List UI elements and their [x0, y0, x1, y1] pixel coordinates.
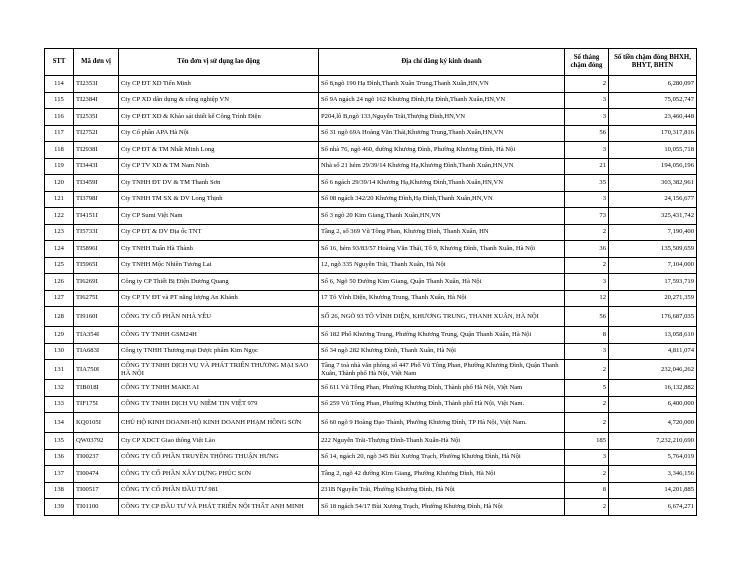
table-row	[45, 76, 697, 93]
cell-name: Cty CP TV ĐT và PT năng lượng An Khánh	[119, 290, 319, 307]
cell-name: Cty CP ĐT & TM Nhất Minh Long	[119, 142, 319, 159]
table-row	[45, 241, 697, 258]
cell-name: Cty CP ĐT XD Tiến Minh	[119, 76, 319, 93]
cell-name: Cty CP ĐT XD & Khảo sát thiết kế Công Trình Điện	[119, 109, 319, 126]
cell-stt: 120	[45, 175, 74, 192]
cell-stt: 119	[45, 158, 74, 175]
cell-address: Số 16, hẻm 93/83/57 Hoàng Văn Thái, Tổ 9, Khương Đình, Thanh Xuân, Hà Nội	[319, 241, 565, 258]
cell-code: TI00517	[74, 482, 119, 499]
cell-months: 3	[565, 449, 609, 466]
debt-table	[44, 48, 697, 516]
table-row	[45, 92, 697, 109]
cell-months: 2	[565, 466, 609, 483]
table-row	[45, 466, 697, 483]
cell-months: 73	[565, 208, 609, 225]
cell-address: Số 3 ngõ 20 Kim Giang,Thanh Xuân,HN,VN	[319, 208, 565, 225]
cell-stt: 118	[45, 142, 74, 159]
cell-stt: 122	[45, 208, 74, 225]
document-page	[44, 48, 696, 516]
cell-amount: 23,460,448	[609, 109, 697, 126]
cell-stt: 133	[45, 396, 74, 413]
cell-address: 222 Nguyễn Trãi-Thượng Đình-Thanh Xuân-Hà Nội	[319, 433, 565, 450]
cell-months: 3	[565, 142, 609, 159]
cell-code: TI2353I	[74, 76, 119, 93]
cell-stt: 125	[45, 257, 74, 274]
cell-amount: 14,201,885	[609, 482, 697, 499]
cell-months: 56	[565, 125, 609, 142]
cell-amount: 194,056,196	[609, 158, 697, 175]
cell-amount: 10,055,718	[609, 142, 697, 159]
cell-code: TI6275I	[74, 290, 119, 307]
cell-amount: 176,687,035	[609, 307, 697, 327]
cell-name: CÔNG TY CỔ PHẦN TRUYỀN THÔNG THUẬN HƯNG	[119, 449, 319, 466]
cell-stt: 139	[45, 499, 74, 516]
cell-stt: 116	[45, 109, 74, 126]
cell-code: TIA683I	[74, 343, 119, 360]
cell-amount: 170,317,816	[609, 125, 697, 142]
cell-address: P204,lô B,ngõ 133,Nguyễn Trãi,Thượng Đình,HN,VN	[319, 109, 565, 126]
table-row	[45, 307, 697, 327]
table-row	[45, 109, 697, 126]
cell-address: Tầng 2, số 369 Vũ Tông Phan, Khương Đình, Thanh Xuân, HN	[319, 224, 565, 241]
cell-address: Số 34 ngõ 282 Khương Đình, Thanh Xuân, Hà Nội	[319, 343, 565, 360]
cell-code: TI5896I	[74, 241, 119, 258]
cell-code: TI00237	[74, 449, 119, 466]
cell-code: TIA354I	[74, 327, 119, 344]
table-row	[45, 208, 697, 225]
header-stt: STT	[45, 49, 74, 76]
cell-name: Cty CP ĐT & DV Địa ốc TNT	[119, 224, 319, 241]
cell-name: CHỦ HỘ KINH DOANH-HỘ KINH DOANH PHẠM HỒNG SƠN	[119, 413, 319, 433]
cell-address: Số 18 ngách 54/17 Bùi Xương Trạch, Phường Khương Đình, Hà Nội	[319, 499, 565, 516]
header-row	[45, 49, 697, 76]
cell-stt: 137	[45, 466, 74, 483]
cell-months: 5	[565, 380, 609, 397]
cell-months: 12	[565, 290, 609, 307]
cell-months: 2	[565, 360, 609, 380]
cell-name: CÔNG TY CP ĐẦU TƯ VÀ PHÁT TRIỂN NỘI THẤT ANH MINH	[119, 499, 319, 516]
cell-name: Cty TNHH TM SX & DV Long Thịnh	[119, 191, 319, 208]
cell-months: 3	[565, 109, 609, 126]
cell-code: TI2938I	[74, 142, 119, 159]
cell-stt: 123	[45, 224, 74, 241]
cell-stt: 130	[45, 343, 74, 360]
cell-address: Số 6, Ngõ 50 Đường Kim Giang, Quận Thanh Xuân, Hà Nội	[319, 274, 565, 291]
table-row	[45, 158, 697, 175]
header-amount: Số tiền chậm đóng BHXH, BHYT, BHTN	[609, 49, 697, 76]
table-row	[45, 175, 697, 192]
cell-stt: 117	[45, 125, 74, 142]
cell-amount: 5,764,019	[609, 449, 697, 466]
cell-name: Cty CP XD dân dụng & công nghiệp VN	[119, 92, 319, 109]
cell-amount: 135,509,659	[609, 241, 697, 258]
cell-address: Số 259 Vũ Tông Phan, Phường Khương Đình, Thành phố Hà Nội, Việt Nam.	[319, 396, 565, 413]
cell-amount: 7,232,210,690	[609, 433, 697, 450]
cell-months: 8	[565, 482, 609, 499]
cell-name: Cty Cổ phần APA Hà Nội	[119, 125, 319, 142]
cell-address: Số 14, ngách 20, ngõ 345 Bùi Xương Trạch, Phường Khương Đình, Hà Nội	[319, 449, 565, 466]
cell-address: Số nhà 76, ngõ 460, đường Khương Đình, Phường Khương Đình, Hà Nội	[319, 142, 565, 159]
cell-amount: 6,280,097	[609, 76, 697, 93]
cell-code: TI00474	[74, 466, 119, 483]
cell-months: 2	[565, 499, 609, 516]
cell-months: 36	[565, 241, 609, 258]
cell-stt: 138	[45, 482, 74, 499]
table-row	[45, 224, 697, 241]
cell-name: CÔNG TY TNHH DỊCH VỤ VÀ PHÁT TRIỂN THƯƠNG MẠI SAO HÀ NỘI	[119, 360, 319, 380]
cell-months: 56	[565, 307, 609, 327]
cell-amount: 7,190,400	[609, 224, 697, 241]
cell-code: TI2752I	[74, 125, 119, 142]
table-row	[45, 396, 697, 413]
cell-months: 2	[565, 257, 609, 274]
cell-address: 12, ngõ 335 Nguyễn Trãi, Thanh Xuân, Hà Nội	[319, 257, 565, 274]
cell-code: TI3798I	[74, 191, 119, 208]
cell-address: Số 08 ngách 342/20 Khương Đình,Hạ Đình,Thanh Xuân,HN,VN	[319, 191, 565, 208]
header-months: Số tháng chậm đóng	[565, 49, 609, 76]
cell-address: Số 6 ngách 29/39/14 Khương Hạ,Khương Đình,Thanh Xuân,HN,VN	[319, 175, 565, 192]
cell-name: CÔNG TY TNHH GSM24H	[119, 327, 319, 344]
cell-address: Số 60 ngõ 9 Hoàng Đạo Thành, Phường Khương Đình, TP Hà Nội, Việt Nam.	[319, 413, 565, 433]
cell-name: CÔNG TY CỔ PHẦN ĐẦU TƯ 981	[119, 482, 319, 499]
cell-months: 2	[565, 76, 609, 93]
cell-amount: 6,400,000	[609, 396, 697, 413]
table-row	[45, 433, 697, 450]
header-code: Mã đơn vị	[74, 49, 119, 76]
cell-stt: 114	[45, 76, 74, 93]
cell-name: Công ty CP Thiết Bị Điện Dương Quang	[119, 274, 319, 291]
cell-months: 8	[565, 327, 609, 344]
cell-code: TI9160I	[74, 307, 119, 327]
cell-code: QW03792	[74, 433, 119, 450]
cell-months: 3	[565, 191, 609, 208]
cell-stt: 126	[45, 274, 74, 291]
cell-months: 35	[565, 175, 609, 192]
cell-name: Cty TNHH ĐT DV & TM Thanh Sơn	[119, 175, 319, 192]
table-row	[45, 499, 697, 516]
cell-months: 2	[565, 396, 609, 413]
cell-code: TIF175I	[74, 396, 119, 413]
cell-address: Nhà số 21 hẻm 29/39/14 Khương Hạ,Khương Đình,Thanh Xuân,HN,VN	[319, 158, 565, 175]
table-row	[45, 343, 697, 360]
cell-code: TI3443I	[74, 158, 119, 175]
cell-amount: 7,104,000	[609, 257, 697, 274]
cell-address: 231B Nguyễn Trãi, Phường Khương Đình, Hà Nội	[319, 482, 565, 499]
cell-months: 3	[565, 343, 609, 360]
cell-months: 185	[565, 433, 609, 450]
cell-stt: 134	[45, 413, 74, 433]
cell-amount: 17,593,719	[609, 274, 697, 291]
table-row	[45, 257, 697, 274]
cell-address: Số 9A ngách 24 ngõ 162 Khương Đình,Hạ Đình,Thanh Xuân,HN,VN	[319, 92, 565, 109]
cell-stt: 115	[45, 92, 74, 109]
cell-name: Cty TNHH Mộc Nhiên Tương Lai	[119, 257, 319, 274]
cell-name: Công ty TNHH Thương mại Dược phẩm Kim Ngọc	[119, 343, 319, 360]
cell-stt: 121	[45, 191, 74, 208]
header-address: Địa chỉ đăng ký kinh doanh	[319, 49, 565, 76]
cell-stt: 135	[45, 433, 74, 450]
cell-address: Số 8,ngõ 190 Hạ Đình,Thanh Xuân Trung,Thanh Xuân,HN,VN	[319, 76, 565, 93]
cell-address: Tầng 7 toà nhà văn phòng số 447 Phố Vũ Tông Phan, Phường Khương Đình, Quận Thanh Xuân, Thành phố Hà Nội, Việt Nam	[319, 360, 565, 380]
cell-months: 2	[565, 413, 609, 433]
table-row	[45, 290, 697, 307]
cell-stt: 124	[45, 241, 74, 258]
cell-code: TI5965I	[74, 257, 119, 274]
cell-name: Cty CP Sumi Việt Nam	[119, 208, 319, 225]
cell-stt: 128	[45, 307, 74, 327]
cell-code: TI3459I	[74, 175, 119, 192]
cell-name: Cty TNHH Tuấn Hà Thành	[119, 241, 319, 258]
cell-amount: 6,674,271	[609, 499, 697, 516]
table-row	[45, 142, 697, 159]
cell-amount: 232,046,262	[609, 360, 697, 380]
cell-name: Cty CP TV XD & TM Nam Ninh	[119, 158, 319, 175]
cell-address: Số 182 Phố Khương Trung, Phường Khương Trung, Quận Thanh Xuân, Hà Nội	[319, 327, 565, 344]
table-row	[45, 327, 697, 344]
cell-amount: 303,382,961	[609, 175, 697, 192]
cell-code: TIB018I	[74, 380, 119, 397]
cell-code: TI6269I	[74, 274, 119, 291]
cell-months: 21	[565, 158, 609, 175]
cell-code: TI5733I	[74, 224, 119, 241]
table-row	[45, 125, 697, 142]
cell-name: Cty CP XDCT Giao thông Việt Lào	[119, 433, 319, 450]
cell-stt: 127	[45, 290, 74, 307]
cell-address: SỐ 26, NGÕ 93 TÔ VĨNH DIỆN, KHƯƠNG TRUNG, THANH XUÂN, HÀ NỘI	[319, 307, 565, 327]
cell-amount: 4,811,074	[609, 343, 697, 360]
table-row	[45, 274, 697, 291]
table-row	[45, 449, 697, 466]
table-body	[45, 76, 697, 516]
cell-months: 3	[565, 274, 609, 291]
table-row	[45, 360, 697, 380]
table-row	[45, 380, 697, 397]
cell-amount: 325,431,742	[609, 208, 697, 225]
table-row	[45, 191, 697, 208]
cell-address: Số 31 ngõ 69A Hoàng Văn Thái,Khương Trung,Thanh Xuân,HN,VN	[319, 125, 565, 142]
cell-name: CÔNG TY TNHH DỊCH VỤ NIÊM TIN VIỆT 979	[119, 396, 319, 413]
cell-code: TI01100	[74, 499, 119, 516]
table-row	[45, 413, 697, 433]
cell-stt: 136	[45, 449, 74, 466]
header-name: Tên đơn vị sử dụng lao động	[119, 49, 319, 76]
cell-name: CÔNG TY CỔ PHẦN XÂY DỰNG PHÚC SƠN	[119, 466, 319, 483]
cell-code: KQ0105I	[74, 413, 119, 433]
cell-amount: 20,271,359	[609, 290, 697, 307]
cell-amount: 4,720,000	[609, 413, 697, 433]
cell-address: Tầng 2, ngõ 42 đường Kim Giang, Phường Khương Đình, Hà Nội	[319, 466, 565, 483]
cell-name: CÔNG TY TNHH MAKE AI	[119, 380, 319, 397]
cell-address: Số 611 Vũ Tông Phan, Phường Khương Đình, Thành phố Hà Nội, Việt Nam	[319, 380, 565, 397]
table-row	[45, 482, 697, 499]
cell-code: TI2535I	[74, 109, 119, 126]
cell-code: TI2384I	[74, 92, 119, 109]
cell-amount: 3,346,156	[609, 466, 697, 483]
cell-code: TIA750I	[74, 360, 119, 380]
cell-stt: 131	[45, 360, 74, 380]
cell-address: 17 Tô Vĩnh Diện, Khương Trung, Thanh Xuân, Hà Nội	[319, 290, 565, 307]
cell-amount: 75,052,747	[609, 92, 697, 109]
cell-amount: 13,058,610	[609, 327, 697, 344]
cell-code: TI4151I	[74, 208, 119, 225]
cell-months: 3	[565, 92, 609, 109]
cell-stt: 132	[45, 380, 74, 397]
cell-amount: 24,156,677	[609, 191, 697, 208]
cell-months: 2	[565, 224, 609, 241]
cell-amount: 16,132,882	[609, 380, 697, 397]
cell-name: CÔNG TY CỔ PHẦN NHÀ YÊU	[119, 307, 319, 327]
cell-stt: 129	[45, 327, 74, 344]
